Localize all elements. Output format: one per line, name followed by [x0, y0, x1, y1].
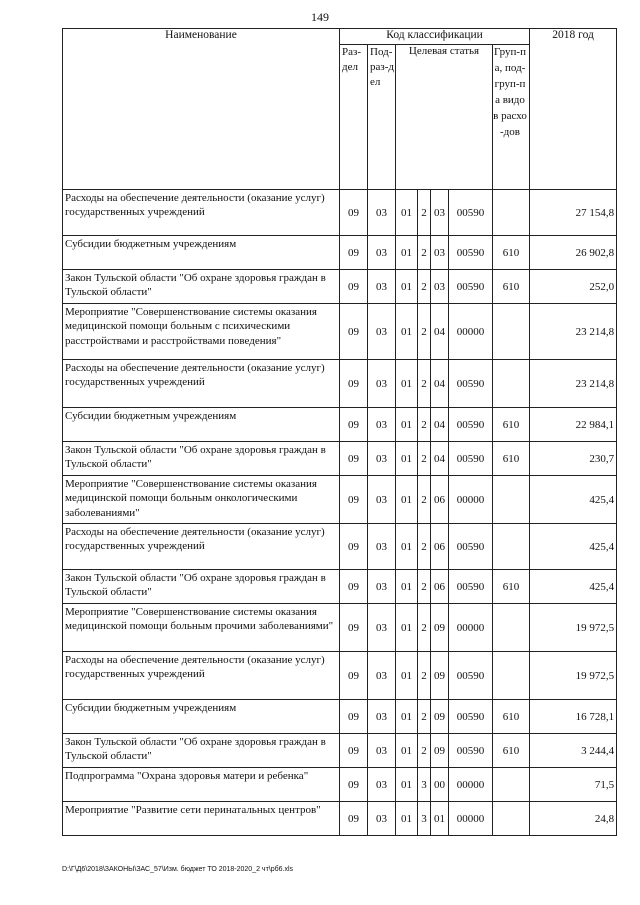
razdel-code: 09 [340, 408, 368, 442]
target-code-event: 04 [431, 408, 449, 442]
table-row [63, 652, 617, 700]
target-code-program: 01 [396, 476, 418, 524]
expense-type-code: 610 [493, 570, 530, 604]
target-code-event: 06 [431, 524, 449, 570]
page-number: 149 [311, 10, 329, 24]
table-row [63, 700, 617, 734]
target-code-program: 01 [396, 734, 418, 768]
target-code-direction: 00000 [449, 476, 493, 524]
target-code-subprogram: 2 [418, 734, 431, 768]
target-code-direction: 00590 [449, 570, 493, 604]
target-code-event: 04 [431, 360, 449, 408]
amount-value: 16 728,1 [530, 700, 617, 734]
table-row [63, 360, 617, 408]
expense-type-code: 610 [493, 236, 530, 270]
razdel-code: 09 [340, 476, 368, 524]
target-code-event: 09 [431, 652, 449, 700]
podrazdel-code: 03 [368, 442, 396, 476]
target-code-event: 06 [431, 570, 449, 604]
row-name: Расходы на обеспечение деятельности (оказание услуг) государственных учреждений [63, 652, 340, 700]
podrazdel-code: 03 [368, 476, 396, 524]
amount-value: 425,4 [530, 476, 617, 524]
razdel-code: 09 [340, 270, 368, 304]
target-code-program: 01 [396, 524, 418, 570]
target-code-program: 01 [396, 236, 418, 270]
podrazdel-code: 03 [368, 802, 396, 836]
target-code-direction: 00590 [449, 734, 493, 768]
target-code-event: 04 [431, 442, 449, 476]
target-code-subprogram: 2 [418, 442, 431, 476]
expense-type-code: 610 [493, 408, 530, 442]
razdel-code: 09 [340, 734, 368, 768]
amount-value: 22 984,1 [530, 408, 617, 442]
row-name: Мероприятие "Совершенствование системы оказания медицинской помощи больным прочими заболеваниями" [63, 604, 340, 652]
amount-value: 230,7 [530, 442, 617, 476]
header-year: 2018 год [530, 29, 617, 190]
target-code-subprogram: 2 [418, 190, 431, 236]
target-code-event: 04 [431, 304, 449, 360]
target-code-subprogram: 3 [418, 802, 431, 836]
target-code-event: 01 [431, 802, 449, 836]
expense-type-code: 610 [493, 442, 530, 476]
podrazdel-code: 03 [368, 360, 396, 408]
header-podrazdel: Под-раз-дел [368, 45, 396, 190]
target-code-event: 03 [431, 190, 449, 236]
target-code-subprogram: 2 [418, 524, 431, 570]
table-row [63, 524, 617, 570]
target-code-program: 01 [396, 360, 418, 408]
expense-type-code [493, 476, 530, 524]
razdel-code: 09 [340, 802, 368, 836]
podrazdel-code: 03 [368, 304, 396, 360]
row-name: Расходы на обеспечение деятельности (оказание услуг) государственных учреждений [63, 360, 340, 408]
target-code-direction: 00590 [449, 270, 493, 304]
table-body [63, 190, 617, 836]
amount-value: 71,5 [530, 768, 617, 802]
target-code-direction: 00000 [449, 768, 493, 802]
file-path-footer: D:\Г\Д6\2018\ЗАКОНЫ\ЗАС_57\Изм. бюджет ТО 2018-2020_2 чт\рб6.xls [62, 866, 294, 873]
table-row [63, 768, 617, 802]
row-name: Закон Тульской области "Об охране здоровья граждан в Тульской области" [63, 734, 340, 768]
row-name: Субсидии бюджетным учреждениям [63, 236, 340, 270]
target-code-program: 01 [396, 802, 418, 836]
expense-type-code [493, 524, 530, 570]
target-code-event: 03 [431, 270, 449, 304]
target-code-direction: 00590 [449, 442, 493, 476]
header-code: Код классификации [340, 29, 530, 45]
table-row [63, 734, 617, 768]
row-name: Мероприятие "Совершенствование системы оказания медицинской помощи больным с психическими расстройствами и расстройствами поведения" [63, 304, 340, 360]
table-row [63, 802, 617, 836]
header-target: Целевая статья [396, 45, 493, 190]
target-code-subprogram: 2 [418, 570, 431, 604]
expense-type-code: 610 [493, 734, 530, 768]
razdel-code: 09 [340, 524, 368, 570]
razdel-code: 09 [340, 442, 368, 476]
target-code-direction: 00590 [449, 190, 493, 236]
target-code-program: 01 [396, 304, 418, 360]
amount-value: 24,8 [530, 802, 617, 836]
target-code-subprogram: 2 [418, 304, 431, 360]
expense-type-code [493, 190, 530, 236]
expense-type-code [493, 360, 530, 408]
target-code-program: 01 [396, 700, 418, 734]
target-code-program: 01 [396, 604, 418, 652]
target-code-program: 01 [396, 652, 418, 700]
razdel-code: 09 [340, 360, 368, 408]
podrazdel-code: 03 [368, 604, 396, 652]
expense-type-code [493, 802, 530, 836]
target-code-direction: 00590 [449, 652, 493, 700]
podrazdel-code: 03 [368, 768, 396, 802]
target-code-event: 03 [431, 236, 449, 270]
target-code-direction: 00000 [449, 604, 493, 652]
target-code-program: 01 [396, 270, 418, 304]
podrazdel-code: 03 [368, 524, 396, 570]
target-code-program: 01 [396, 190, 418, 236]
podrazdel-code: 03 [368, 734, 396, 768]
target-code-direction: 00590 [449, 408, 493, 442]
target-code-event: 06 [431, 476, 449, 524]
podrazdel-code: 03 [368, 408, 396, 442]
table-row [63, 304, 617, 360]
target-code-subprogram: 2 [418, 360, 431, 408]
header-razdel: Раз-дел [340, 45, 368, 190]
expense-type-code [493, 652, 530, 700]
target-code-subprogram: 2 [418, 700, 431, 734]
row-name: Расходы на обеспечение деятельности (оказание услуг) государственных учреждений [63, 190, 340, 236]
razdel-code: 09 [340, 304, 368, 360]
table-row [63, 604, 617, 652]
target-code-subprogram: 2 [418, 652, 431, 700]
expense-type-code [493, 304, 530, 360]
target-code-subprogram: 3 [418, 768, 431, 802]
header-group: Груп-па, под-груп-па видов расхо-дов [493, 45, 530, 190]
target-code-event: 00 [431, 768, 449, 802]
target-code-subprogram: 2 [418, 476, 431, 524]
table-row [63, 270, 617, 304]
amount-value: 19 972,5 [530, 652, 617, 700]
amount-value: 425,4 [530, 570, 617, 604]
podrazdel-code: 03 [368, 270, 396, 304]
amount-value: 3 244,4 [530, 734, 617, 768]
target-code-direction: 00590 [449, 524, 493, 570]
table-row [63, 570, 617, 604]
podrazdel-code: 03 [368, 700, 396, 734]
target-code-direction: 00000 [449, 304, 493, 360]
razdel-code: 09 [340, 570, 368, 604]
target-code-event: 09 [431, 734, 449, 768]
target-code-direction: 00590 [449, 360, 493, 408]
podrazdel-code: 03 [368, 190, 396, 236]
razdel-code: 09 [340, 768, 368, 802]
expense-type-code [493, 768, 530, 802]
table-row [63, 476, 617, 524]
amount-value: 425,4 [530, 524, 617, 570]
podrazdel-code: 03 [368, 236, 396, 270]
amount-value: 26 902,8 [530, 236, 617, 270]
header-name: Наименование [63, 29, 340, 190]
target-code-program: 01 [396, 442, 418, 476]
row-name: Субсидии бюджетным учреждениям [63, 408, 340, 442]
podrazdel-code: 03 [368, 652, 396, 700]
table-row [63, 442, 617, 476]
target-code-direction: 00000 [449, 802, 493, 836]
target-code-program: 01 [396, 768, 418, 802]
row-name: Закон Тульской области "Об охране здоровья граждан в Тульской области" [63, 442, 340, 476]
razdel-code: 09 [340, 190, 368, 236]
row-name: Подпрограмма "Охрана здоровья матери и ребенка" [63, 768, 340, 802]
target-code-subprogram: 2 [418, 408, 431, 442]
target-code-program: 01 [396, 408, 418, 442]
target-code-subprogram: 2 [418, 604, 431, 652]
row-name: Расходы на обеспечение деятельности (оказание услуг) государственных учреждений [63, 524, 340, 570]
expense-type-code: 610 [493, 700, 530, 734]
row-name: Мероприятие "Развитие сети перинатальных центров" [63, 802, 340, 836]
row-name: Субсидии бюджетным учреждениям [63, 700, 340, 734]
expense-type-code: 610 [493, 270, 530, 304]
row-name: Мероприятие "Совершенствование системы оказания медицинской помощи больным онкологическими заболеваниями" [63, 476, 340, 524]
row-name: Закон Тульской области "Об охране здоровья граждан в Тульской области" [63, 570, 340, 604]
target-code-event: 09 [431, 604, 449, 652]
target-code-subprogram: 2 [418, 270, 431, 304]
amount-value: 23 214,8 [530, 304, 617, 360]
amount-value: 19 972,5 [530, 604, 617, 652]
table-row [63, 236, 617, 270]
razdel-code: 09 [340, 604, 368, 652]
razdel-code: 09 [340, 700, 368, 734]
target-code-direction: 00590 [449, 236, 493, 270]
podrazdel-code: 03 [368, 570, 396, 604]
amount-value: 27 154,8 [530, 190, 617, 236]
target-code-event: 09 [431, 700, 449, 734]
amount-value: 23 214,8 [530, 360, 617, 408]
target-code-program: 01 [396, 570, 418, 604]
razdel-code: 09 [340, 236, 368, 270]
table-row [63, 190, 617, 236]
amount-value: 252,0 [530, 270, 617, 304]
razdel-code: 09 [340, 652, 368, 700]
row-name: Закон Тульской области "Об охране здоровья граждан в Тульской области" [63, 270, 340, 304]
target-code-direction: 00590 [449, 700, 493, 734]
table-row [63, 408, 617, 442]
target-code-subprogram: 2 [418, 236, 431, 270]
expense-type-code [493, 604, 530, 652]
budget-table [62, 28, 617, 836]
